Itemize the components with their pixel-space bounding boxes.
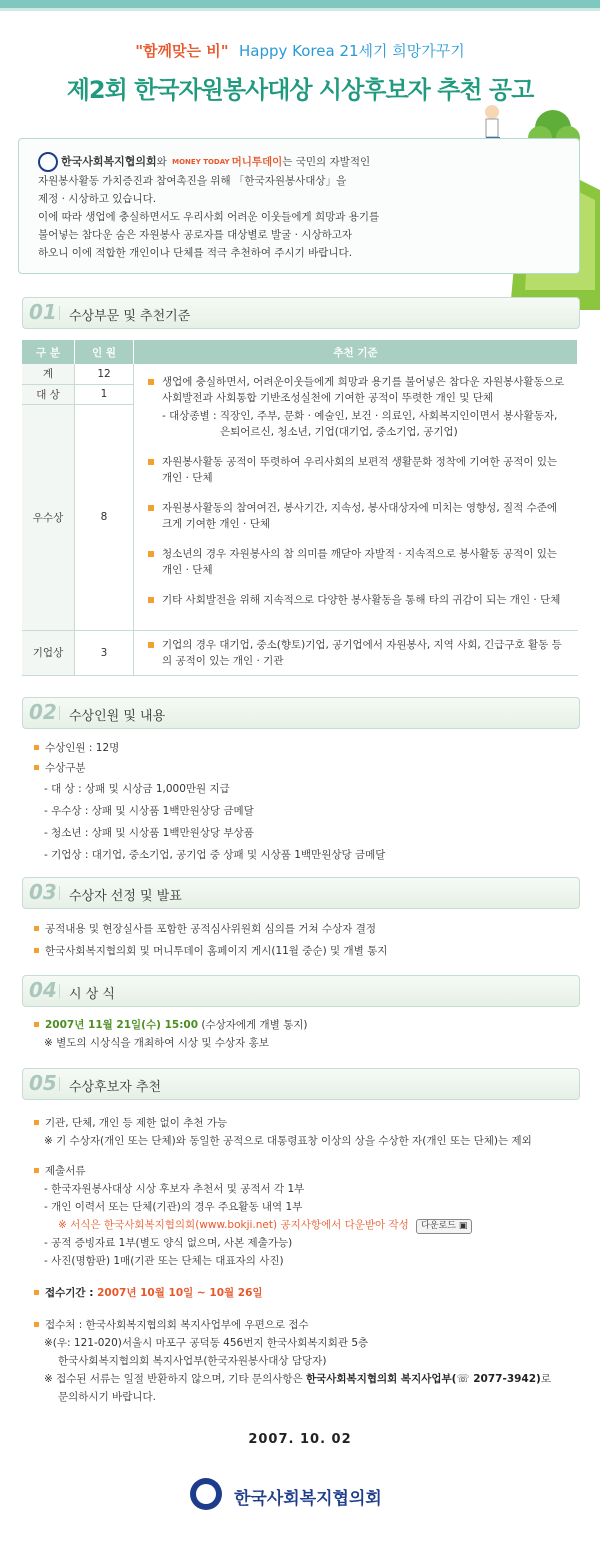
cell-category: 기업상 [22,630,75,675]
section-title: 수상부문 및 추천기준 [69,309,191,324]
bullet-icon [148,597,154,603]
list-note: 문의하시기 바랍니다. [58,1391,156,1403]
section-number: 02 [29,700,57,724]
note-part: 한국사회복지협의회 복지사업부 [305,1373,452,1385]
list-subitem: - 청소년 : 상패 및 시상품 1백만원상당 부상품 [44,827,254,839]
moneytoday-logo-icon: MONEY TODAY [172,157,230,166]
list-subitem: - 개인 이력서 또는 단체(기관)의 경우 주요활동 내역 1부 [44,1201,303,1213]
cell-count: 3 [75,630,134,675]
kncsw-emblem-icon [190,1478,222,1510]
list-item [34,758,385,778]
intro-line: 불어넣는 참다운 숨은 자원봉사 공로자를 대상별로 발굴 · 시상하고자 [38,229,353,241]
intro-line: 제정 · 시상하고 있습니다. [38,193,157,205]
list-subitem: - 한국자원봉사대상 시상 후보자 추천서 및 공적서 각 1부 [44,1183,305,1195]
kncsw-logo-icon [38,152,58,172]
criteria-text: 청소년의 경우 자원봉사의 참 의미를 깨닫아 자발적 · 지속적으로 봉사활동 공적이 있는 개인 · 단체 [162,548,558,576]
divider [59,306,60,320]
header-subtitle [0,40,600,61]
list-text: 한국사회복지협의회 및 머니투데이 홈페이지 게시(11월 중순) 및 개별 통지 [45,945,388,957]
section-01-header [22,297,580,329]
list-item [34,1316,551,1334]
intro-org-name: 한국사회복지협의회 [61,155,157,168]
divider [59,706,60,720]
bullet-icon [34,1290,39,1295]
intro-line1-tail: 는 국민의 자발적인 [282,156,371,168]
period-label: 접수기간 : [45,1287,98,1299]
bullet-icon [148,505,154,511]
criteria-item [148,546,568,578]
cell-count: 8 [75,404,134,630]
list-text: 공적내용 및 현장실사를 포함한 공적심사위원회 심의를 거쳐 수상자 결정 [45,923,376,935]
bullet-icon [34,765,39,770]
list-subitem: 한국사회복지협의회 복지사업부(한국자원봉사대상 담당자) [58,1355,327,1367]
period-value: 2007년 10월 10일 ~ 10월 26일 [97,1287,263,1299]
section-title: 시 상 식 [69,987,115,1002]
intro-mt-name: 머니투데이 [231,156,283,168]
list-subitem: ※(우: 121-020)서울시 마포구 공덕동 456번지 한국사회복지회관 5층 [44,1337,369,1349]
section-number: 05 [29,1071,57,1095]
bullet-icon [34,1168,39,1173]
table-header-row [22,340,578,364]
list-text: 수상구분 [45,762,86,774]
cell-count: 12 [75,364,134,384]
list-text: 접수처 : 한국사회복지협의회 복지사업부에 우편으로 접수 [45,1319,309,1331]
intro-and: 와 [156,156,167,168]
list-subitem: - 사진(명함판) 1매(기관 또는 단체는 대표자의 사진) [44,1255,284,1267]
footer-org-name: 한국사회복지협의회 [234,1489,382,1509]
bullet-icon [148,642,154,648]
criteria-sub: 은퇴어르신, 청소년, 기업(대기업, 중소기업, 공기업) [220,426,458,438]
list-subitem: - 기업상 : 대기업, 중소기업, 공기업 중 상패 및 시상품 1백만원상당 금메달 [44,849,386,861]
download-button[interactable] [416,1219,472,1234]
top-accent-bar-light [0,8,600,11]
criteria-item [148,454,568,486]
list-note: ※ 기 수상자(개인 또는 단체)와 동일한 공적으로 대통령표창 이상의 상을 수상한 자(개인 또는 단체)는 제외 [44,1135,532,1147]
list-note [34,1370,551,1388]
list-subitem: - 공적 증빙자료 1부(별도 양식 없으며, 사본 제출가능) [44,1237,293,1249]
section-title: 수상후보자 추천 [69,1080,162,1095]
section-number: 01 [29,300,57,324]
list-text: 제출서류 [45,1165,86,1177]
awards-table [22,340,578,676]
section-number: 03 [29,880,57,904]
section-title: 수상자 선정 및 발표 [69,889,182,904]
list-subitem: - 우수상 : 상패 및 시상품 1백만원상당 금메달 [44,805,254,817]
cell-count: 1 [75,384,134,404]
cell-criteria [134,364,578,630]
note-part: 로 [540,1373,552,1385]
section-number: 04 [29,978,57,1002]
list-item [34,940,387,962]
ceremony-date-note: (수상자에게 개별 통지) [198,1019,308,1031]
bullet-icon [148,551,154,557]
section-03-content [34,918,387,962]
divider [59,984,60,998]
footer-logo [190,1478,410,1512]
list-text: 기관, 단체, 개인 등 제한 없이 추천 가능 [45,1117,228,1129]
note-part: (☏ 2077-3942) [451,1373,541,1385]
page-title: 제2회 한국자원봉사대상 시상후보자 추천 공고 [66,76,534,104]
section-05-content [34,1114,551,1406]
list-item [34,738,385,758]
divider [59,886,60,900]
cell-category: 대 상 [22,384,75,404]
table-row [22,630,578,675]
section-04-header [22,975,580,1007]
ceremony-date: 2007년 11월 21일(수) 15:00 [45,1019,199,1031]
spacer [34,1302,551,1316]
table-row [22,364,578,384]
list-item [34,918,387,940]
section-03-header [22,877,580,909]
bullet-icon [34,926,39,931]
divider [59,1077,60,1091]
intro-line: 이에 따라 생업에 충실하면서도 우리사회 어려운 이웃들에게 희망과 용기를 [38,211,380,223]
header-quote: "함께맞는 비" [135,42,229,60]
top-accent-bar [0,0,600,8]
bullet-icon [148,459,154,465]
intro-text [38,152,418,262]
note-part: ※ 접수된 서류는 일절 반환하지 않으며, 기타 문의사항은 [44,1373,306,1385]
bullet-icon [34,745,39,750]
table-header-criteria: 추천 기준 [134,340,578,364]
bullet-icon [148,379,154,385]
list-item [34,1016,308,1034]
notice-date: 2007. 10. 02 [248,1432,352,1447]
criteria-item [148,637,568,669]
cell-category: 계 [22,364,75,384]
criteria-sub: - 대상종별 : 직장인, 주부, 문화 · 예술인, 보건 · 의료인, 사회복지인이면서 봉사활동자, [162,410,558,422]
section-02-header [22,697,580,729]
bullet-icon [34,1022,39,1027]
spacer [34,1150,551,1162]
criteria-text: 기업의 경우 대기업, 중소(향토)기업, 공기업에서 자원봉사, 지역 사회, 긴급구호 활동 등의 공적이 있는 개인 · 기관 [162,638,562,667]
cell-criteria [134,630,578,675]
header-happy-korea: Happy Korea 21세기 희망가꾸기 [239,42,465,60]
criteria-item [148,500,568,532]
list-item [34,1162,551,1180]
bullet-icon [34,1322,39,1327]
criteria-text: 자원봉사활동의 참여여건, 봉사기간, 지속성, 봉사대상자에 미치는 영향성, 질적 수준에 크게 기여한 개인 · 단체 [162,502,558,530]
list-item [34,1284,551,1302]
ceremony-note: ※ 별도의 시상식을 개최하여 시상 및 수상자 홍보 [44,1037,269,1049]
list-text: 수상인원 : 12명 [45,742,120,754]
criteria-text: 기타 사회발전을 위해 지속적으로 다양한 봉사활동을 통해 타의 귀감이 되는 개인 · 단체 [162,594,561,606]
section-02-content [34,738,385,866]
intro-line: 하오니 이에 적합한 개인이나 단체를 적극 추천하여 주시기 바랍니다. [38,247,353,259]
spacer [34,1270,551,1284]
section-05-header [22,1068,580,1100]
criteria-text: 자원봉사활동 공적이 뚜렷하여 우리사회의 보편적 생활문화 정착에 기여한 공적이 있는 개인 · 단체 [162,456,558,484]
download-label: 다운로드 [421,1221,456,1231]
section-04-content [34,1016,308,1052]
intro-line: 자원봉사활동 가치증진과 참여촉진을 위해 「한국자원봉사대상」을 [38,175,347,187]
table-header-category: 구 분 [22,340,75,364]
list-subitem: - 대 상 : 상패 및 시상금 1,000만원 지급 [44,783,230,795]
cell-category: 우수상 [22,404,75,630]
criteria-text: 생업에 충실하면서, 어려운이웃들에게 희망과 용기를 불어넣은 참다운 자원봉사활동으로 사회발전과 사회통합 기반조성실천에 기여한 공적이 뚜렷한 개인 및 단체 [162,376,564,404]
table-header-count: 인 원 [75,340,134,364]
floppy-icon: ▣ [458,1221,468,1231]
docs-note: ※ 서식은 한국사회복지협의회(www.bokji.net) 공지사항에서 다운받아 작성 [58,1219,409,1231]
bullet-icon [34,1120,39,1125]
criteria-item [148,374,568,440]
list-item [34,1114,551,1132]
bullet-icon [34,948,39,953]
criteria-item [148,592,568,608]
section-title: 수상인원 및 내용 [69,709,166,724]
